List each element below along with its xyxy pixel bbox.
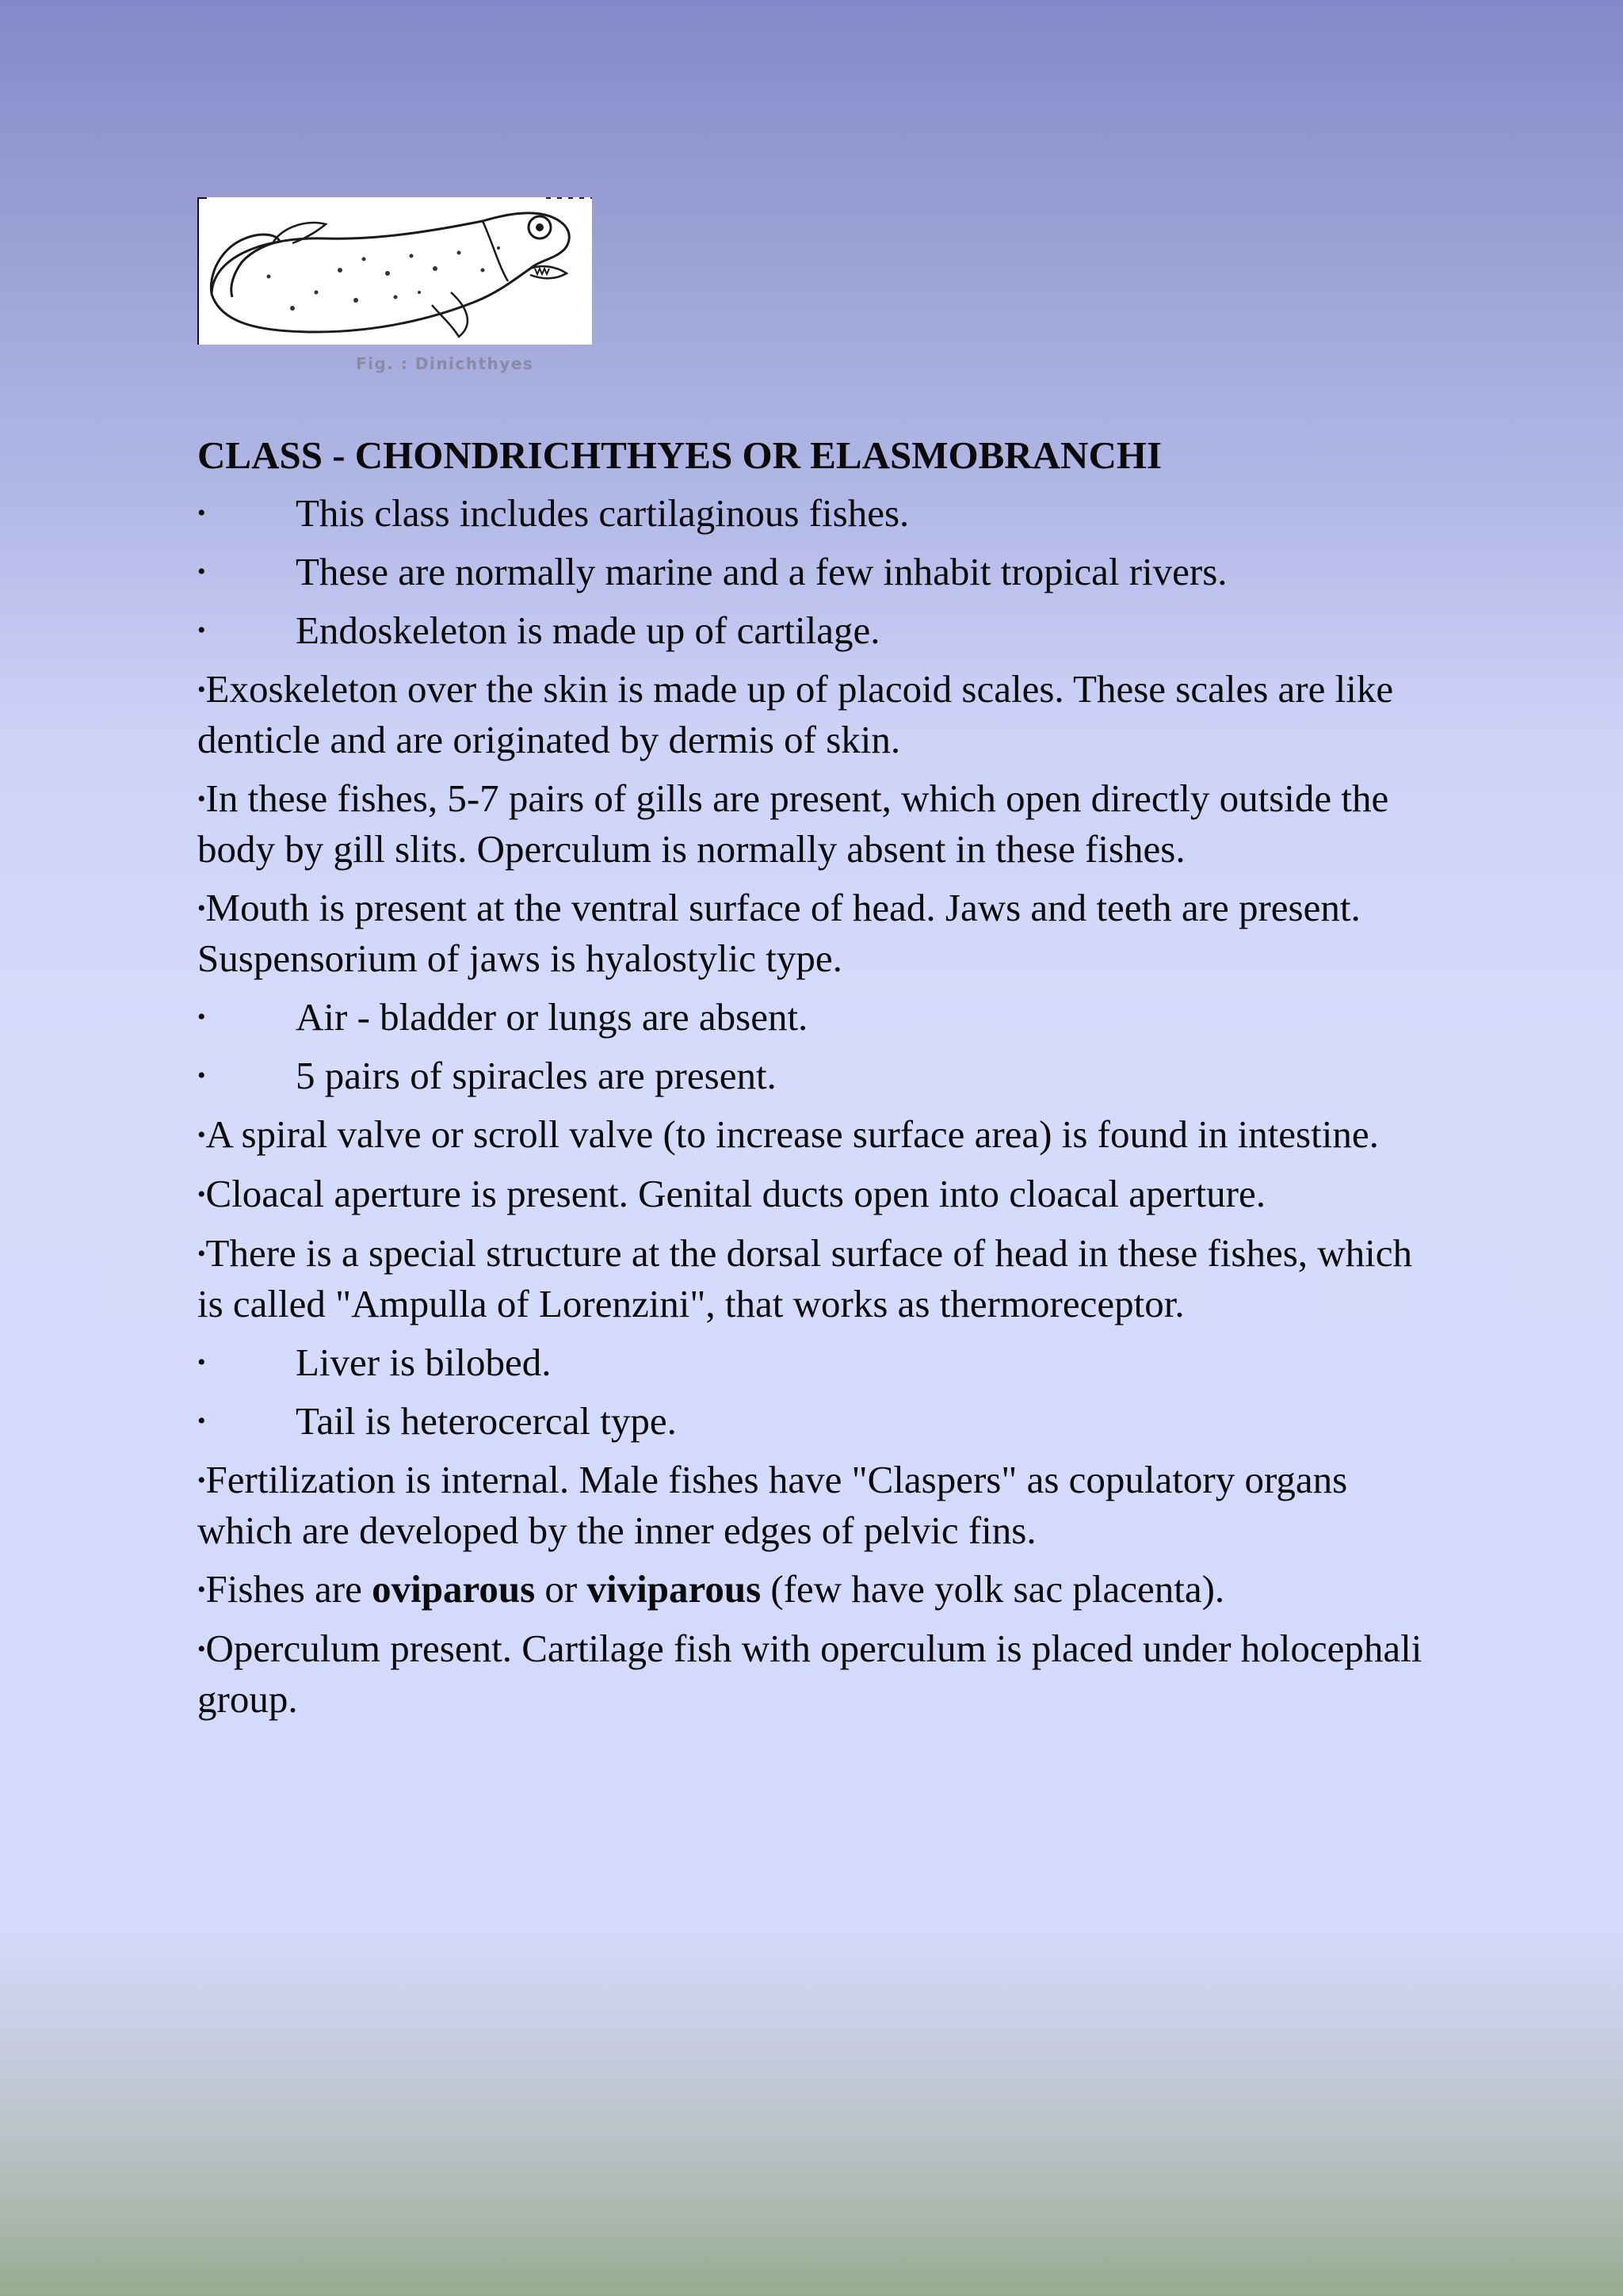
list-item (197, 1623, 1434, 1724)
list-item (197, 1337, 1434, 1387)
bullet-icon: • (197, 1408, 206, 1434)
list-item (197, 1109, 1434, 1160)
list-item-text: Endoskeleton is made up of cartilage. (296, 608, 880, 652)
list-item-text: 5 pairs of spiracles are present. (296, 1054, 777, 1097)
bullet-icon: • (197, 1577, 206, 1603)
bullet-icon: • (197, 1241, 206, 1267)
bullet-icon: • (197, 1122, 206, 1148)
list-item-text: In these fishes, 5-7 pairs of gills are present, which open directly outside the body by gill slits. Operculum is normally absent in these fishes. (197, 776, 1389, 871)
list-item-text: Exoskeleton over the skin is made up of placoid scales. These scales are like denticle and are originated by dermis of skin. (197, 667, 1394, 761)
figure-caption: Fig. : Dinichthyes (356, 354, 534, 373)
list-item (197, 1169, 1434, 1219)
list-item-text: Liver is bilobed. (296, 1341, 552, 1384)
bullet-icon: • (197, 895, 206, 921)
list-item-text: Mouth is present at the ventral surface of head. Jaws and teeth are present. Suspensorium of jaws is hyalostylic type. (197, 886, 1361, 980)
bullet-icon: • (197, 559, 206, 585)
list-item-text: A spiral valve or scroll valve (to increase surface area) is found in intestine. (205, 1112, 1379, 1156)
list-item-text-before: Fishes are (205, 1567, 372, 1611)
list-item (197, 488, 1434, 538)
page-title: CLASS - CHONDRICHTHYES OR ELASMOBRANCHI (197, 433, 1163, 477)
bullet-icon: • (197, 1062, 206, 1089)
list-item-text: These are normally marine and a few inhabit tropical rivers. (296, 550, 1228, 593)
list-item-text: Air - bladder or lungs are absent. (296, 995, 808, 1039)
list-item-text: Tail is heterocercal type. (296, 1399, 677, 1443)
list-item (197, 664, 1434, 765)
bullet-icon: • (197, 1181, 206, 1207)
list-item (197, 992, 1434, 1042)
list-item-text: This class includes cartilaginous fishes. (296, 491, 910, 535)
list-item (197, 1455, 1434, 1555)
document-body (197, 426, 1434, 1733)
bullet-icon: • (197, 1349, 206, 1375)
list-item (197, 773, 1434, 874)
bullet-icon: • (197, 617, 206, 643)
bullet-icon: • (197, 1636, 206, 1662)
list-item-text-after: (few have yolk sac placenta). (761, 1567, 1225, 1611)
list-item-text-mid: or (535, 1567, 587, 1611)
list-item-text: Operculum present. Cartilage fish with operculum is placed under holocephali group. (197, 1627, 1423, 1721)
bullet-icon: • (197, 500, 206, 526)
list-item (197, 1228, 1434, 1329)
list-item (197, 547, 1434, 597)
list-item (197, 1564, 1434, 1615)
list-item (197, 1051, 1434, 1100)
list-item (197, 883, 1434, 983)
bold-term-viviparous: viviparous (586, 1567, 762, 1611)
bullet-icon: • (197, 1004, 206, 1030)
bullet-icon: • (197, 677, 206, 703)
list-item-text: Cloacal aperture is present. Genital ducts open into cloacal aperture. (205, 1172, 1266, 1215)
list-item (197, 605, 1434, 655)
bold-term-oviparous: oviparous (372, 1567, 536, 1611)
list-item-text: There is a special structure at the dorsal surface of head in these fishes, which is called "Ampulla of Lorenzini", that works as thermoreceptor. (197, 1231, 1413, 1325)
bullet-icon: • (197, 786, 206, 812)
dinichthyes-fish-icon (197, 197, 592, 345)
bullet-icon: • (197, 1467, 206, 1493)
dinichthyes-figure (197, 197, 592, 345)
list-item (197, 1396, 1434, 1446)
list-item-text: Fertilization is internal. Male fishes have "Claspers" as copulatory organs which are developed by the inner edges of pelvic fins. (197, 1458, 1348, 1552)
